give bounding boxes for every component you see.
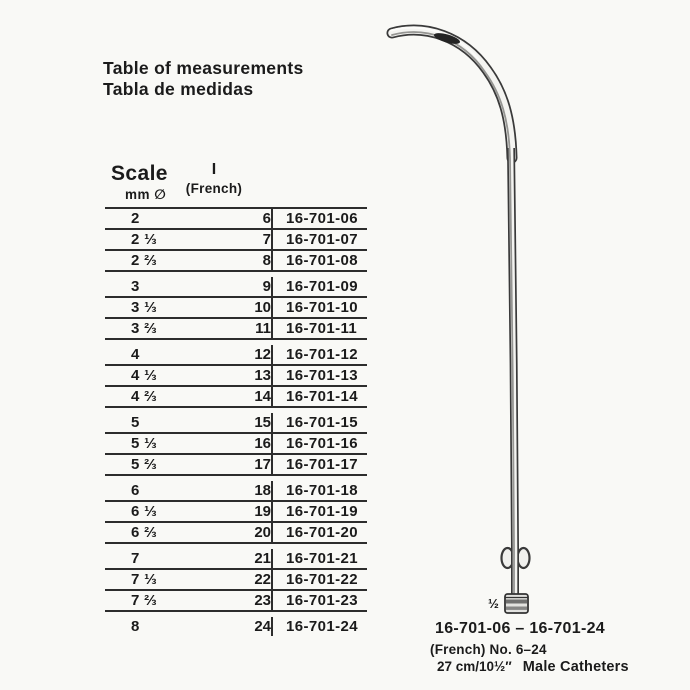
scale-title: Scale [111, 162, 168, 185]
page-title: Table of measurements [103, 58, 304, 78]
page-title-block [103, 58, 303, 100]
cell-mm-diameter: 3 ⅓ [131, 299, 157, 316]
cell-french-size: 15 [254, 414, 271, 431]
table-row [105, 570, 367, 591]
cell-french-size: 9 [262, 278, 271, 295]
catheter-connector [505, 594, 528, 613]
page-title-spanish: Tabla de medidas [103, 79, 254, 99]
table-row [105, 387, 367, 408]
table-row [105, 277, 367, 298]
cell-catalog-number: 16-701-16 [271, 434, 367, 453]
cell-catalog-number: 16-701-07 [271, 230, 367, 249]
cell-french-size: 8 [262, 252, 271, 269]
cell-mm-diameter: 4 [131, 346, 140, 363]
table-row [105, 345, 367, 366]
table-row [105, 481, 367, 502]
cell-mm-diameter: 6 ⅓ [131, 503, 157, 520]
cell-french-size: 20 [254, 524, 271, 541]
cell-catalog-number: 16-701-13 [271, 366, 367, 385]
cell-mm-diameter: 3 ⅔ [131, 320, 157, 337]
cell-mm-diameter: 4 ⅔ [131, 388, 157, 405]
cell-mm-diameter: 6 ⅔ [131, 524, 157, 541]
cell-mm-diameter: 8 [131, 618, 140, 635]
cell-mm-diameter: 7 ⅔ [131, 592, 157, 609]
cell-french-size: 12 [254, 346, 271, 363]
cell-catalog-number: 16-701-15 [271, 413, 367, 432]
table-row [105, 209, 367, 230]
table-row [105, 319, 367, 340]
product-name: Male Catheters [522, 659, 629, 675]
cell-french-size: 13 [254, 367, 271, 384]
scale-unit-label: mm ∅ [125, 187, 167, 202]
cell-mm-diameter: 5 ⅓ [131, 435, 157, 452]
cell-catalog-number: 16-701-22 [271, 570, 367, 589]
cell-catalog-number: 16-701-21 [271, 549, 367, 568]
cell-french-size: 11 [255, 320, 271, 337]
cell-french-size: 24 [254, 618, 271, 635]
length-spec: 27 cm/10½″ [437, 659, 512, 674]
cell-mm-diameter: 3 [131, 278, 140, 295]
scale-fraction-label: ½ [488, 596, 499, 611]
catheter-illustration [365, 8, 550, 628]
table-row [105, 617, 367, 636]
table-row [105, 502, 367, 523]
cell-french-size: 17 [254, 456, 271, 473]
cell-french-size: 6 [262, 210, 271, 227]
french-gauge-mark: I [211, 161, 217, 178]
french-size-range: (French) No. 6–24 [430, 642, 547, 657]
cell-mm-diameter: 7 ⅓ [131, 571, 157, 588]
code-range: 16-701-06 – 16-701-24 [435, 620, 605, 637]
cell-catalog-number: 16-701-11 [271, 319, 367, 338]
cell-french-size: 18 [254, 482, 271, 499]
cell-french-size: 21 [254, 550, 271, 567]
table-row [105, 523, 367, 544]
cell-catalog-number: 16-701-18 [271, 481, 367, 500]
cell-catalog-number: 16-701-24 [271, 617, 367, 636]
table-body [105, 207, 367, 636]
cell-mm-diameter: 2 [131, 210, 140, 227]
cell-catalog-number: 16-701-09 [271, 277, 367, 296]
cell-catalog-number: 16-701-17 [271, 455, 367, 474]
french-label: (French) [185, 181, 243, 196]
cell-mm-diameter: 5 ⅔ [131, 456, 157, 473]
cell-catalog-number: 16-701-23 [271, 591, 367, 610]
catheter-tube [391, 28, 515, 595]
cell-french-size: 14 [254, 388, 271, 405]
table-row [105, 251, 367, 272]
measurements-table [105, 160, 367, 636]
cell-catalog-number: 16-701-20 [271, 523, 367, 542]
cell-french-size: 7 [262, 231, 271, 248]
caption-spec-row [437, 659, 629, 675]
cell-mm-diameter: 5 [131, 414, 140, 431]
table-header [105, 160, 367, 207]
table-row [105, 413, 367, 434]
table-row [105, 434, 367, 455]
cell-catalog-number: 16-701-10 [271, 298, 367, 317]
cell-french-size: 19 [254, 503, 271, 520]
cell-french-size: 22 [254, 571, 271, 588]
column-header-french [181, 161, 247, 196]
cell-mm-diameter: 7 [131, 550, 140, 567]
cell-catalog-number: 16-701-14 [271, 387, 367, 406]
table-row [105, 298, 367, 319]
table-row [105, 591, 367, 612]
table-row [105, 455, 367, 476]
product-caption [430, 619, 629, 675]
table-row [105, 549, 367, 570]
male-catheter-drawing [365, 8, 550, 628]
cell-mm-diameter: 2 ⅔ [131, 252, 157, 269]
cell-catalog-number: 16-701-08 [271, 251, 367, 270]
cell-mm-diameter: 6 [131, 482, 140, 499]
cell-mm-diameter: 4 ⅓ [131, 367, 157, 384]
cell-catalog-number: 16-701-12 [271, 345, 367, 364]
cell-mm-diameter: 2 ⅓ [131, 231, 157, 248]
cell-french-size: 16 [254, 435, 271, 452]
cell-french-size: 23 [254, 592, 271, 609]
cell-french-size: 10 [254, 299, 271, 316]
table-row [105, 366, 367, 387]
cell-catalog-number: 16-701-19 [271, 502, 367, 521]
column-header-scale [111, 162, 168, 203]
cell-catalog-number: 16-701-06 [271, 209, 367, 228]
table-row [105, 230, 367, 251]
